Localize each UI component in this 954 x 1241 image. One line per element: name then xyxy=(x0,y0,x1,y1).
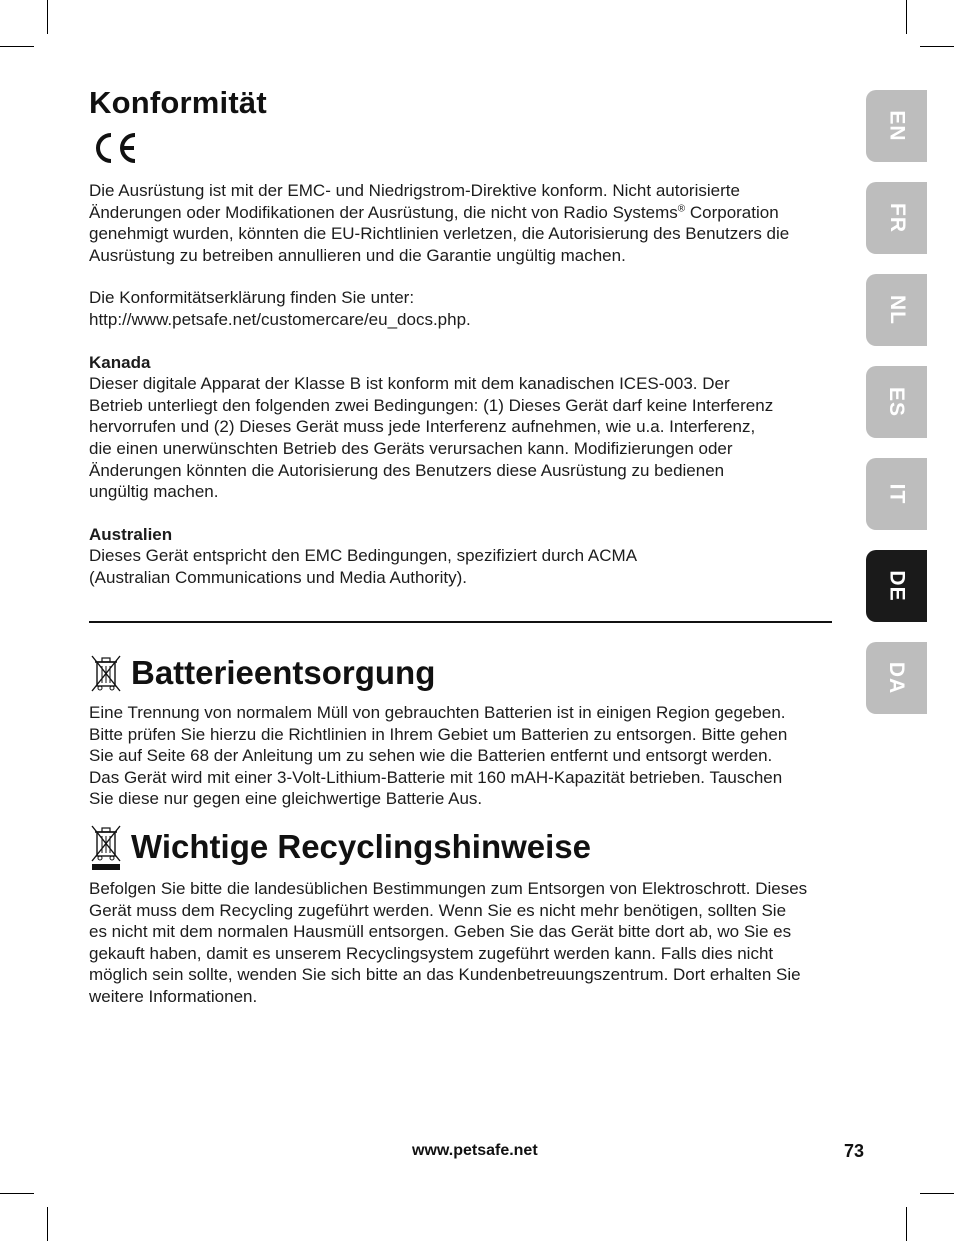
tab-en[interactable] xyxy=(866,90,927,162)
crop-mark xyxy=(0,1193,34,1194)
crossed-bin-icon xyxy=(89,653,123,693)
tab-es[interactable] xyxy=(866,366,927,438)
registered-mark: ® xyxy=(677,202,686,214)
tab-label: EN xyxy=(885,110,909,142)
ce-mark-icon xyxy=(89,130,141,166)
recycling-line: Befolgen Sie bitte die landesüblichen Bestimmungen zum Entsorgen von Elektroschrott. Dieses xyxy=(89,879,808,898)
tab-label: NL xyxy=(885,295,909,325)
tab-de[interactable] xyxy=(866,550,927,622)
recycling-line: möglich sein sollte, wenden Sie sich bitte an das Kundenbetreuungszentrum. Dort erhalten Sie xyxy=(89,965,801,985)
footer-url[interactable]: www.petsafe.net xyxy=(412,1142,538,1159)
batterie-line: Sie auf Seite 68 der Anleitung um zu sehen wie die Batterien entfernt und entsorgt werden. xyxy=(89,746,773,766)
declaration-url: http://www.petsafe.net/customercare/eu_docs.php. xyxy=(89,309,471,329)
australien-heading: Australien xyxy=(89,524,173,544)
tab-label: FR xyxy=(885,203,909,233)
declaration-label: Die Konformitätserklärung finden Sie unter: xyxy=(89,288,415,308)
kanada-line: Betrieb unterliegt den folgenden zwei Bedingungen: (1) Dieses Gerät darf keine Interferenz xyxy=(89,395,774,415)
crop-mark xyxy=(920,46,954,47)
kanada-line: ungültig machen. xyxy=(89,482,219,502)
tab-label: DA xyxy=(885,661,909,695)
crop-mark xyxy=(0,46,34,47)
conformity-intro-text-cont: Corporation genehmigt wurden, könnten die EU-Richtlinien verletzen, die Autorisierung des Benutzers die Ausrüstung zu betreiben annullieren und die Garantie ungültig machen. xyxy=(89,202,790,265)
recycling-title: Wichtige Recyclingshinweise xyxy=(131,828,592,865)
recycling-body xyxy=(89,878,834,1008)
kanada-line: die einen unerwünschten Betrieb des Geräts verursachen kann. Modifizierungen oder xyxy=(89,438,733,458)
page-number: 73 xyxy=(844,1141,865,1161)
tab-label: ES xyxy=(885,386,909,418)
tab-label: IT xyxy=(885,483,909,505)
konformitaet-section xyxy=(89,84,834,589)
australien-line: Dieses Gerät entspricht den EMC Bedingungen, spezifiziert durch ACMA xyxy=(89,546,638,566)
batterie-line: Bitte prüfen Sie hierzu die Richtlinien in Ihrem Gebiet um Batterien zu entsorgen. Bitte gehen xyxy=(89,724,788,744)
page-title: Konformität xyxy=(89,85,267,120)
kanada-line: Änderungen könnten die Autorisierung des Benutzers diese Ausrüstung zu bedienen xyxy=(89,460,725,480)
crop-mark xyxy=(920,1193,954,1194)
recycling-line: gekauft haben, damit es unserem Recyclingsystem zugeführt werden kann. Falls dies nicht xyxy=(89,943,774,963)
tab-da[interactable] xyxy=(866,642,927,714)
kanada-line: Dieser digitale Apparat der Klasse B ist konform mit dem kanadischen ICES-003. Der xyxy=(89,374,730,394)
batterie-line: Das Gerät wird mit einer 3-Volt-Lithium-Batterie mit 160 mAH-Kapazität betrieben. Tauschen xyxy=(89,767,783,787)
tab-fr[interactable] xyxy=(866,182,927,254)
batterie-line: Sie diese nur gegen eine gleichwertige Batterie Aus. xyxy=(89,789,483,809)
recycling-line: es nicht mit dem normalen Hausmüll entsorgen. Geben Sie das Gerät bitte dort ab, wo Sie es xyxy=(89,922,792,942)
australien-line: (Australian Communications und Media Authority). xyxy=(89,567,467,587)
batterie-header xyxy=(89,648,834,698)
batterie-title: Batterieentsorgung xyxy=(131,654,436,691)
crop-mark xyxy=(906,0,907,34)
tab-it[interactable] xyxy=(866,458,927,530)
kanada-heading: Kanada xyxy=(89,352,151,372)
section-divider xyxy=(89,621,832,623)
tab-nl[interactable] xyxy=(866,274,927,346)
conformity-intro xyxy=(89,180,834,266)
kanada-line: hervorrufen und (2) Dieses Gerät muss jede Interferenz aufnehmen, wie u.a. Interferenz, xyxy=(89,417,756,437)
recycling-section xyxy=(89,820,834,1008)
crop-mark xyxy=(906,1207,907,1241)
recycling-line: weitere Informationen. xyxy=(89,986,258,1006)
crop-mark xyxy=(47,0,48,34)
weee-bin-icon xyxy=(89,823,123,871)
batterie-section xyxy=(89,648,834,810)
crop-mark xyxy=(47,1207,48,1241)
recycling-header xyxy=(89,820,834,874)
conformity-intro-text: Die Ausrüstung ist mit der EMC- und Niedrigstrom-Direktive konform. Nicht autorisierte Änderungen oder Modifikationen der Ausrüstung, die nicht von Radio Systems xyxy=(89,181,740,222)
recycling-line: Gerät muss dem Recycling zugeführt werden. Wenn Sie es nicht mehr benötigen, sollten Sie xyxy=(89,900,787,920)
batterie-body xyxy=(89,702,834,810)
tab-label: DE xyxy=(885,570,909,602)
batterie-line: Eine Trennung von normalem Müll von gebrauchten Batterien ist in einigen Region gegeben. xyxy=(89,703,786,722)
